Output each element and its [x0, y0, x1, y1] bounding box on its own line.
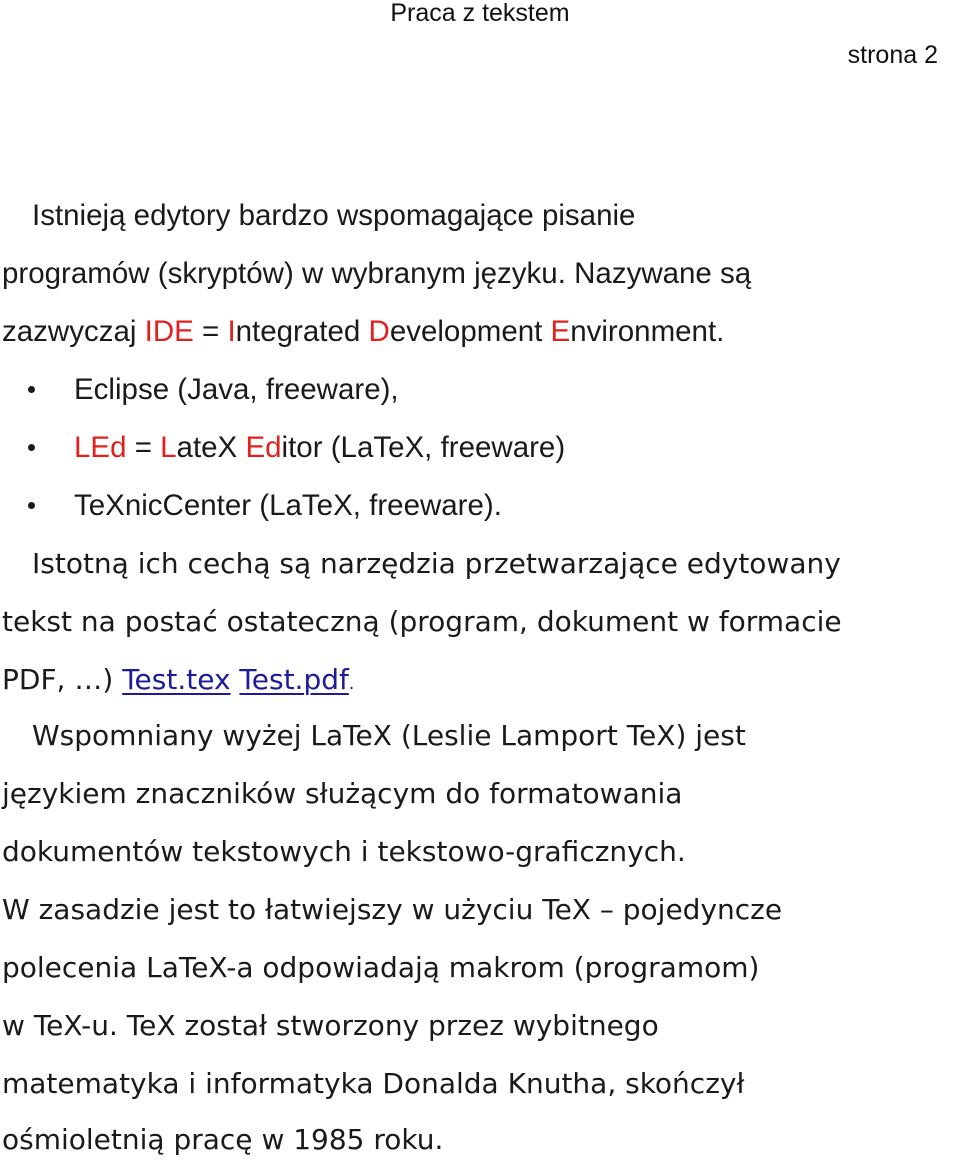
para2-line-2: tekst na postać ostateczną (program, dokument w formacie: [2, 605, 842, 638]
led-acronym: LEd: [74, 431, 127, 464]
bullet-icon: [28, 386, 35, 393]
word-editor-rest: itor (LaTeX, freeware): [281, 431, 566, 464]
page-title: Praca z tekstem: [390, 0, 570, 27]
para3-line-8: ośmioletnią pracę w 1985 roku.: [2, 1123, 444, 1156]
letter-i: I: [227, 315, 236, 348]
test-pdf-link[interactable]: Test.pdf: [239, 663, 349, 696]
test-tex-link[interactable]: Test.tex: [122, 663, 231, 696]
para3-line-3: dokumentów tekstowych i tekstowo-graficznych.: [2, 835, 686, 868]
list-item: [74, 428, 565, 468]
list-item: TeXnicCenter (LaTeX, freeware).: [74, 489, 502, 522]
page-number: strona 2: [847, 41, 938, 69]
pdf-text: PDF, …): [2, 663, 123, 696]
letter-d: D: [368, 315, 390, 348]
para3-line-4: W zasadzie jest to łatwiejszy w użyciu TeX – pojedyncze: [2, 893, 783, 926]
letter-e: E: [550, 315, 571, 348]
para2-line-3: [2, 660, 354, 704]
ide-acronym: IDE: [144, 315, 194, 348]
bullet-icon: [28, 502, 35, 509]
letters-ed: Ed: [245, 431, 282, 464]
para3-line-5: polecenia LaTeX-a odpowiadają makrom (programom): [2, 951, 760, 984]
para3-line-7: matematyka i informatyka Donalda Knutha, skończył: [2, 1067, 745, 1100]
intro-text: zazwyczaj: [2, 315, 145, 348]
equals-sign: =: [126, 431, 161, 464]
intro-line-2: programów (skryptów) w wybranym języku. Nazywane są: [2, 257, 752, 290]
word-integrated: ntegrated: [235, 315, 369, 348]
period: .: [348, 674, 355, 694]
para2-line-1: Istotną ich cechą są narzędzia przetwarzające edytowany: [32, 547, 841, 580]
para3-line-2: językiem znaczników służącym do formatowania: [2, 777, 683, 810]
intro-line-1: Istnieją edytory bardzo wspomagające pisanie: [32, 199, 636, 232]
list-item: Eclipse (Java, freeware),: [74, 373, 399, 406]
word-development: evelopment: [389, 315, 551, 348]
equals-sign: =: [193, 315, 228, 348]
para3-line-6: w TeX-u. TeX został stworzony przez wybitnego: [2, 1009, 659, 1042]
para3-line-1: Wspomniany wyżej LaTeX (Leslie Lamport TeX) jest: [32, 719, 746, 752]
word-environment: nvironment.: [570, 315, 725, 348]
word-latex: ateX: [176, 431, 246, 464]
bullet-icon: [28, 444, 35, 451]
letter-l: L: [160, 431, 177, 464]
intro-line-3: [2, 312, 724, 352]
